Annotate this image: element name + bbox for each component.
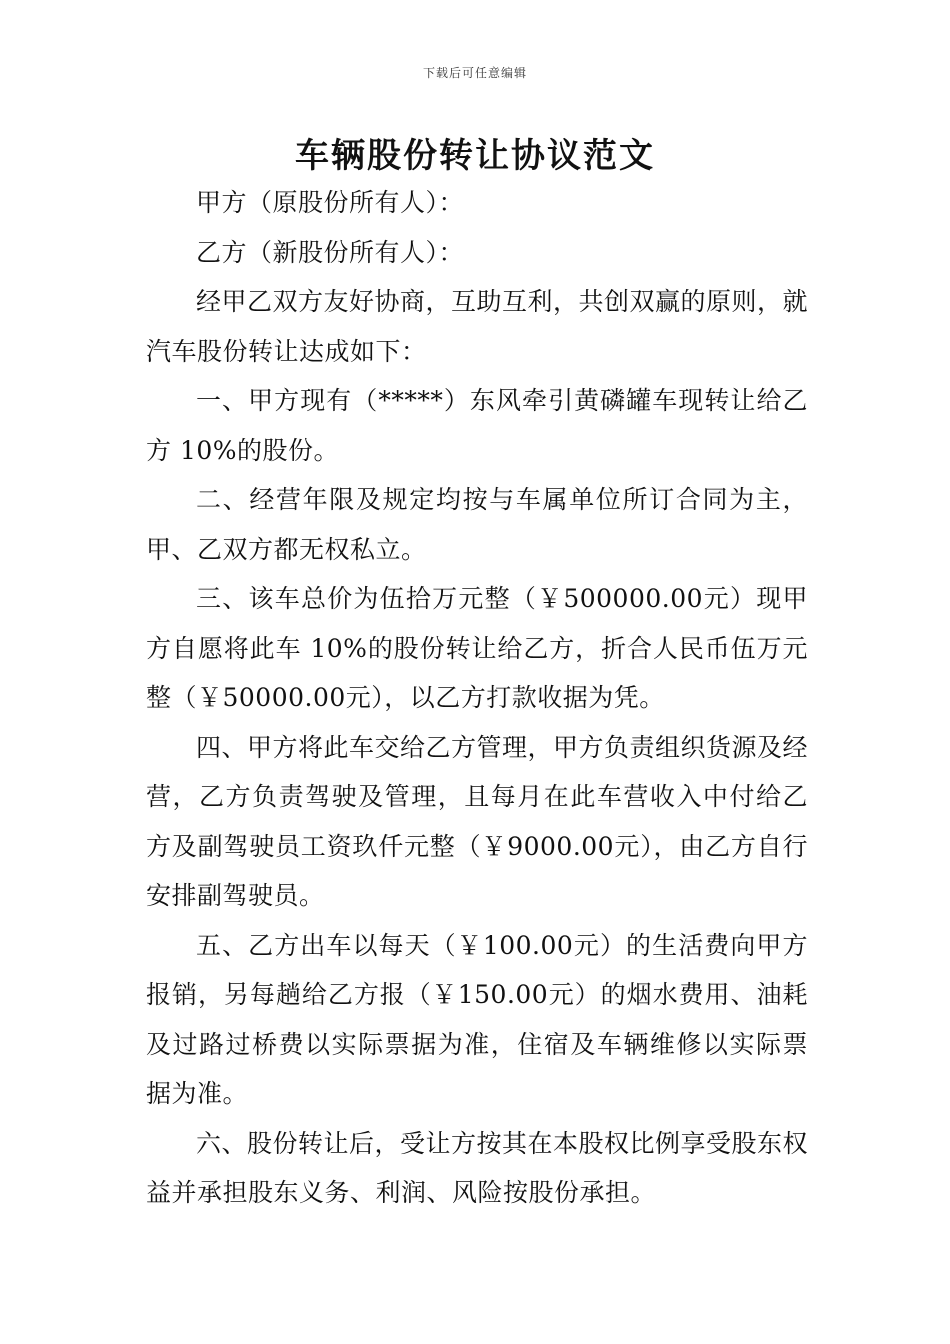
document-title: 车辆股份转让协议范文 [295,136,655,176]
paragraph-intro: 经甲乙双方友好协商，互助互利，共创双赢的原则，就汽车股份转让达成如下： [146,287,809,366]
paragraph-clause-1: 一、甲方现有（*****）东风牵引黄磷罐车现转让给乙方 10%的股份。 [146,386,808,465]
party-a-line: 甲方（原股份所有人）： [196,188,465,217]
paragraph-clause-3: 三、该车总价为伍拾万元整（￥500000.00元）现甲方自愿将此车 10%的股份转让给乙方，折合人民币伍万元整（￥50000.00元），以乙方打款收据为凭。 [146,584,808,712]
paragraph-clause-2: 二、经营年限及规定均按与车属单位所订合同为主，甲、乙双方都无权私立。 [146,485,808,564]
paragraph-clause-4: 四、甲方将此车交给乙方管理，甲方负责组织货源及经营，乙方负责驾驶及管理，且每月在此车营收入中付给乙方及副驾驶员工资玖仟元整（￥9000.00元），由乙方自行安排副驾驶员。 [146,732,809,910]
paragraph-clause-6: 六、股份转让后，受让方按其在本股权比例享受股东权益并承担股东义务、利润、风险按股份承担。 [146,1128,809,1207]
paragraph-clause-5: 五、乙方出车以每天（￥100.00元）的生活费向甲方报销，另每趟给乙方报（￥150.00元）的烟水费用、油耗及过路过桥费以实际票据为准，住宿及车辆维修以实际票据为准。 [146,930,808,1108]
party-b-line: 乙方（新股份所有人）： [196,237,465,267]
document-body [146,178,808,1218]
header-note: 下载后可任意编辑 [422,66,527,80]
